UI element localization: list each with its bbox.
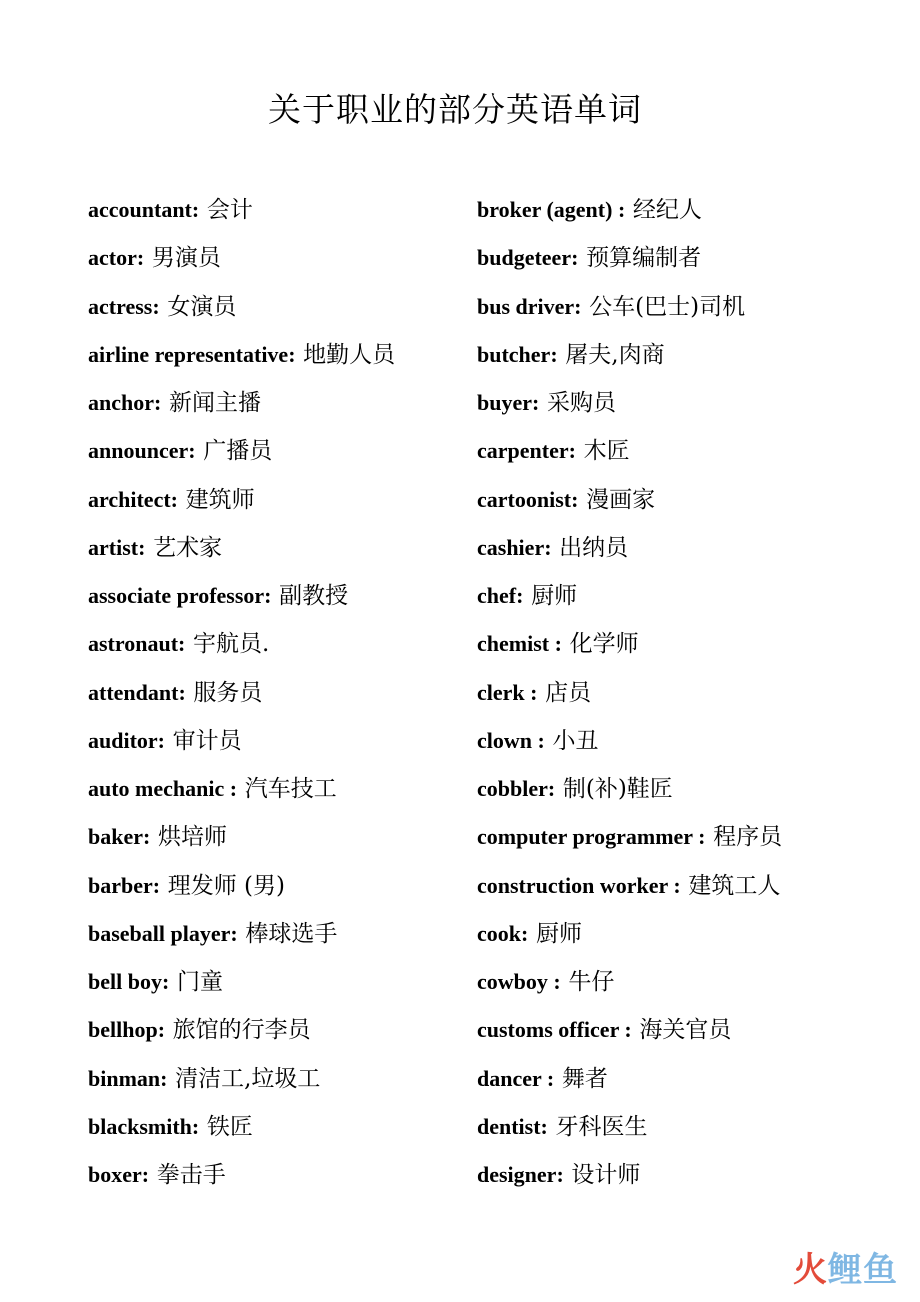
vocab-entry — [88, 864, 468, 912]
vocab-term: cowboy : — [477, 969, 561, 994]
vocab-term: binman: — [88, 1065, 168, 1091]
vocab-term: designer: — [477, 1162, 564, 1187]
vocab-term: accountant: — [88, 197, 200, 222]
vocab-entry — [88, 188, 468, 236]
vocab-term: auditor: — [88, 727, 165, 753]
vocab-term: clown : — [477, 727, 545, 753]
vocab-term: cobbler: — [477, 776, 556, 801]
vocab-meaning: 建筑工人 — [688, 872, 781, 899]
vocab-meaning: 设计师 — [571, 1162, 641, 1188]
vocab-entry — [88, 236, 468, 284]
vocab-entry — [477, 1153, 897, 1201]
vocab-meaning: 制(补)鞋匠 — [562, 776, 673, 802]
vocab-meaning: 宇航员. — [193, 631, 270, 658]
vocab-entry — [88, 526, 468, 574]
vocab-entry — [88, 1057, 468, 1105]
vocab-entry — [88, 671, 468, 719]
vocab-term: artist: — [88, 534, 146, 560]
vocab-entry — [477, 960, 897, 1008]
vocab-meaning: 厨师 — [531, 583, 578, 609]
vocab-term: computer programmer : — [477, 824, 706, 850]
vocab-meaning: 漫画家 — [586, 486, 656, 513]
vocab-meaning: 拳击手 — [156, 1162, 226, 1188]
vocab-meaning: 女演员 — [167, 293, 237, 320]
vocab-entry — [477, 767, 897, 815]
vocab-entry — [88, 574, 468, 622]
vocab-term: construction worker : — [477, 872, 681, 898]
vocab-entry — [88, 381, 468, 429]
vocab-entry — [477, 333, 897, 381]
vocab-term: clerk : — [477, 679, 538, 705]
vocab-term: baseball player: — [88, 920, 238, 946]
vocab-entry — [477, 574, 897, 622]
vocab-term: astronaut: — [88, 631, 186, 657]
vocab-entry — [477, 1105, 897, 1153]
vocab-entry — [88, 767, 468, 815]
vocab-term: chef: — [477, 583, 524, 608]
vocab-meaning: 小丑 — [552, 727, 599, 754]
vocab-meaning: 舞者 — [561, 1065, 608, 1092]
vocab-column-left — [88, 188, 468, 1201]
vocab-entry — [88, 333, 468, 381]
vocab-term: associate professor: — [88, 583, 272, 608]
vocab-term: actress: — [88, 293, 160, 319]
vocab-entry — [88, 1008, 468, 1056]
vocab-entry — [477, 478, 897, 526]
vocab-entry — [477, 815, 897, 863]
vocab-entry — [477, 864, 897, 912]
vocab-entry — [477, 188, 897, 236]
vocab-meaning: 会计 — [206, 197, 253, 223]
vocab-entry — [88, 960, 468, 1008]
vocab-meaning: 牛仔 — [568, 969, 615, 995]
vocab-term: dentist: — [477, 1113, 548, 1139]
vocab-entry — [477, 381, 897, 429]
vocab-term: attendant: — [88, 679, 186, 705]
vocab-term: bus driver: — [477, 293, 582, 319]
vocab-term: airline representative: — [88, 341, 296, 367]
vocab-term: customs officer : — [477, 1017, 632, 1043]
vocab-term: blacksmith: — [88, 1113, 200, 1139]
vocab-term: announcer: — [88, 438, 196, 464]
vocab-meaning: 理发师 (男) — [167, 872, 285, 899]
vocab-meaning: 屠夫,肉商 — [565, 341, 665, 368]
vocab-meaning: 审计员 — [172, 727, 242, 754]
vocab-meaning: 烘培师 — [157, 824, 227, 851]
vocab-term: baker: — [88, 824, 151, 850]
vocab-term: bellhop: — [88, 1017, 166, 1043]
vocab-meaning: 预算编制者 — [586, 245, 702, 272]
vocab-entry — [88, 912, 468, 960]
vocab-meaning: 程序员 — [713, 824, 783, 851]
vocab-term: actor: — [88, 245, 145, 271]
vocab-term: butcher: — [477, 341, 558, 367]
vocab-entry — [477, 429, 897, 477]
vocab-meaning: 采购员 — [546, 390, 616, 416]
vocab-term: carpenter: — [477, 438, 576, 464]
vocab-meaning: 经纪人 — [632, 197, 702, 223]
vocab-entry — [477, 285, 897, 333]
vocab-entry — [477, 671, 897, 719]
vocab-meaning: 艺术家 — [153, 534, 223, 561]
vocab-entry — [88, 1153, 468, 1201]
vocab-entry — [477, 1057, 897, 1105]
vocab-term: anchor: — [88, 390, 162, 415]
vocab-entry — [88, 719, 468, 767]
vocab-entry — [477, 719, 897, 767]
vocab-entry — [477, 912, 897, 960]
vocab-term: broker (agent) : — [477, 197, 626, 222]
vocab-meaning: 门童 — [176, 969, 223, 995]
vocab-entry — [88, 1105, 468, 1153]
vocab-meaning: 店员 — [545, 679, 592, 706]
vocab-meaning: 服务员 — [193, 679, 263, 706]
vocab-entry — [477, 526, 897, 574]
vocab-meaning: 男演员 — [151, 245, 221, 272]
vocab-meaning: 建筑师 — [185, 486, 255, 513]
vocab-term: boxer: — [88, 1162, 150, 1187]
vocab-term: budgeteer: — [477, 245, 579, 271]
vocab-meaning: 公车(巴士)司机 — [589, 293, 746, 320]
vocab-term: architect: — [88, 486, 178, 512]
vocab-term: auto mechanic : — [88, 776, 238, 801]
vocab-term: buyer: — [477, 390, 540, 415]
vocab-column-right — [477, 188, 897, 1201]
vocab-term: barber: — [88, 872, 161, 898]
vocab-meaning: 新闻主播 — [168, 390, 261, 416]
vocab-entry — [88, 478, 468, 526]
vocab-entry — [88, 815, 468, 863]
vocab-meaning: 副教授 — [279, 583, 349, 609]
vocab-meaning: 厨师 — [535, 920, 582, 947]
watermark-logo: 火鲤鱼 — [793, 1250, 898, 1290]
vocab-term: cook: — [477, 920, 529, 946]
vocab-meaning: 地勤人员 — [303, 341, 396, 368]
vocab-meaning: 化学师 — [569, 631, 639, 658]
vocab-meaning: 汽车技工 — [244, 776, 337, 802]
vocab-entry — [88, 429, 468, 477]
page-title: 关于职业的部分英语单词 — [268, 90, 642, 129]
vocab-term: chemist : — [477, 631, 562, 657]
vocab-meaning: 清洁工,垃圾工 — [175, 1065, 321, 1092]
vocab-entry — [477, 236, 897, 284]
vocab-term: bell boy: — [88, 969, 170, 994]
vocab-meaning: 铁匠 — [206, 1113, 253, 1140]
vocab-entry — [88, 285, 468, 333]
vocab-meaning: 出纳员 — [559, 534, 629, 561]
vocab-meaning: 棒球选手 — [245, 920, 338, 947]
vocab-meaning: 牙科医生 — [555, 1113, 648, 1140]
vocab-term: dancer : — [477, 1065, 555, 1091]
vocab-meaning: 旅馆的行李员 — [172, 1017, 311, 1044]
vocab-entry — [477, 1008, 897, 1056]
vocab-meaning: 海关官员 — [639, 1017, 732, 1044]
vocab-entry — [88, 622, 468, 670]
vocab-entry — [477, 622, 897, 670]
vocab-term: cashier: — [477, 534, 552, 560]
vocab-term: cartoonist: — [477, 486, 579, 512]
vocab-meaning: 木匠 — [583, 438, 630, 465]
vocab-meaning: 广播员 — [203, 438, 273, 465]
